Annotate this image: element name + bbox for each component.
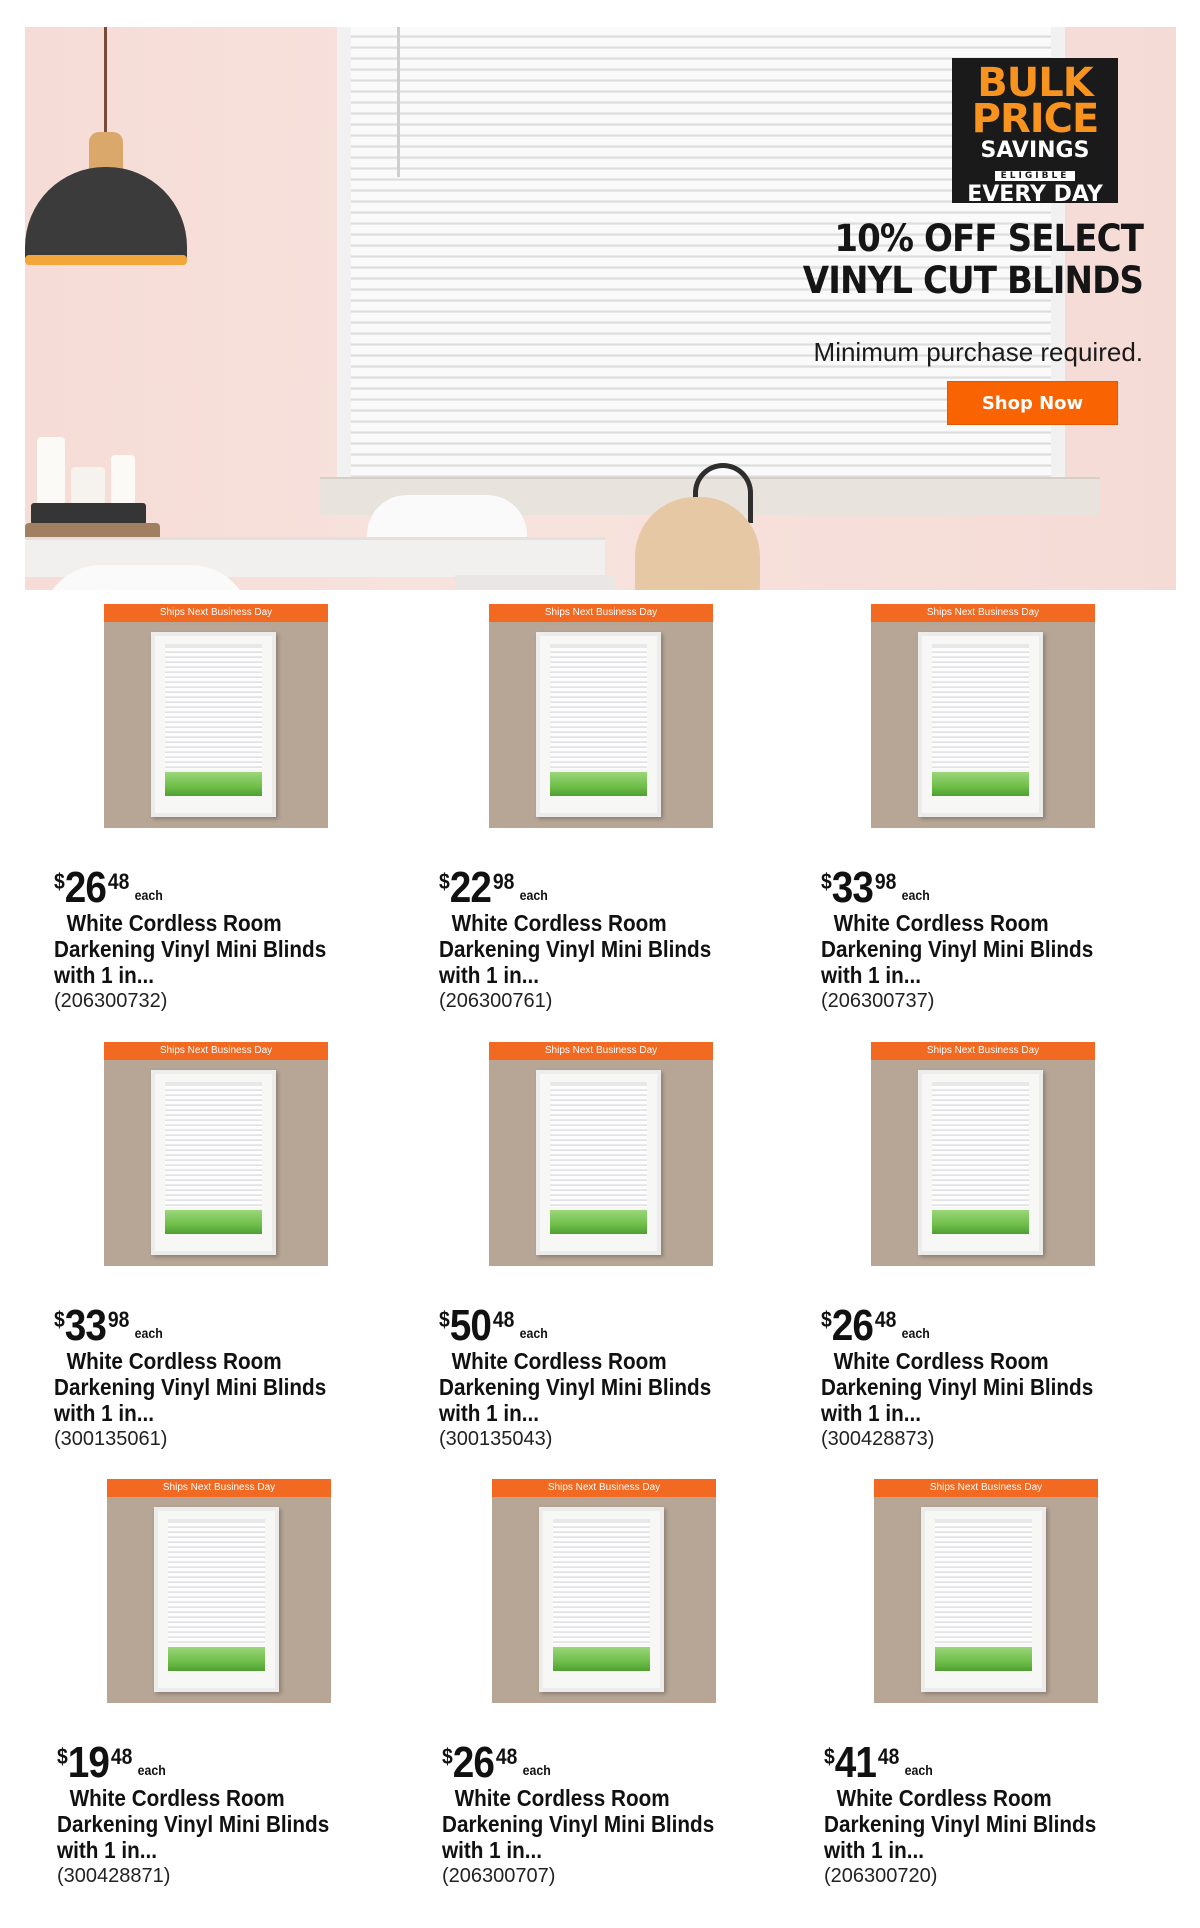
product-title-line1: White Cordless Room	[66, 910, 282, 936]
window-frame	[536, 632, 661, 817]
product-price	[821, 1301, 930, 1350]
price-currency: $	[439, 1307, 450, 1332]
product-title-line1: White Cordless Room	[69, 1785, 285, 1811]
ships-next-business-day-badge: Ships Next Business Day	[871, 604, 1095, 622]
product-sku: (206300732)	[54, 990, 168, 1012]
product-title-link[interactable]	[442, 1785, 730, 1863]
window-frame	[918, 1070, 1043, 1255]
mini-blind	[553, 1519, 650, 1644]
price-dollars: 22	[449, 863, 492, 912]
product-image[interactable]	[871, 604, 1095, 828]
product-image[interactable]	[489, 604, 713, 828]
product-title-line2: Darkening Vinyl Mini Blinds	[442, 1811, 715, 1837]
mini-blind	[935, 1519, 1032, 1644]
mini-blind	[550, 644, 647, 769]
product-title-link[interactable]	[54, 1348, 342, 1426]
product-title-line3: with 1 in...	[54, 1400, 155, 1426]
price-cents: 48	[110, 1744, 133, 1769]
candle-icon	[111, 455, 135, 505]
window-frame	[918, 632, 1043, 817]
product-title-line2: Darkening Vinyl Mini Blinds	[821, 1374, 1094, 1400]
window-grass	[932, 772, 1029, 796]
price-unit: each	[522, 1762, 551, 1778]
window-grass	[935, 1647, 1032, 1671]
product-price	[54, 863, 163, 912]
product-title-link[interactable]	[821, 1348, 1109, 1426]
window-grass	[550, 772, 647, 796]
badge-line-price: PRICE	[971, 96, 1099, 142]
product-title-line1: White Cordless Room	[833, 910, 1049, 936]
pendant-lamp-rim	[25, 255, 187, 265]
shop-now-button[interactable]: Shop Now	[947, 381, 1118, 425]
ships-next-business-day-badge: Ships Next Business Day	[104, 604, 328, 622]
window-frame	[151, 1070, 276, 1255]
product-title-line1: White Cordless Room	[836, 1785, 1052, 1811]
product-title-line2: Darkening Vinyl Mini Blinds	[821, 936, 1094, 962]
window-frame	[154, 1507, 279, 1692]
product-title-link[interactable]	[57, 1785, 345, 1863]
hero-subtext: Minimum purchase required.	[813, 337, 1143, 367]
product-title-line3: with 1 in...	[824, 1837, 925, 1863]
price-dollars: 33	[831, 863, 874, 912]
window-frame	[921, 1507, 1046, 1692]
product-image[interactable]	[489, 1042, 713, 1266]
pendant-lamp-icon	[25, 167, 187, 263]
window-frame	[536, 1070, 661, 1255]
product-title-line2: Darkening Vinyl Mini Blinds	[439, 1374, 712, 1400]
hero-headline	[757, 218, 1143, 302]
product-title-line2: Darkening Vinyl Mini Blinds	[54, 936, 327, 962]
product-title-line3: with 1 in...	[439, 962, 540, 988]
product-price	[824, 1738, 933, 1787]
window-grass	[553, 1647, 650, 1671]
price-dollars: 26	[64, 863, 107, 912]
product-title-link[interactable]	[821, 910, 1109, 988]
product-title-line1: White Cordless Room	[451, 910, 667, 936]
badge-line-savings: SAVINGS	[980, 138, 1090, 163]
window-grass	[165, 772, 262, 796]
product-price	[57, 1738, 166, 1787]
product-sku: (206300707)	[442, 1865, 556, 1887]
ships-next-business-day-badge: Ships Next Business Day	[492, 1479, 716, 1497]
product-price	[821, 863, 930, 912]
ships-next-business-day-badge: Ships Next Business Day	[104, 1042, 328, 1060]
price-dollars: 41	[834, 1738, 877, 1787]
ships-next-business-day-badge: Ships Next Business Day	[107, 1479, 331, 1497]
table-leg	[455, 575, 615, 590]
price-dollars: 26	[452, 1738, 495, 1787]
ships-next-business-day-badge: Ships Next Business Day	[489, 1042, 713, 1060]
price-cents: 48	[877, 1744, 900, 1769]
price-unit: each	[137, 1762, 166, 1778]
product-title-line3: with 1 in...	[54, 962, 155, 988]
product-title-line3: with 1 in...	[439, 1400, 540, 1426]
price-dollars: 19	[67, 1738, 110, 1787]
price-dollars: 26	[831, 1301, 874, 1350]
product-sku: (300428873)	[821, 1428, 935, 1450]
price-currency: $	[442, 1744, 453, 1769]
product-sku: (300428871)	[57, 1865, 171, 1887]
product-title-link[interactable]	[439, 1348, 727, 1426]
product-price	[439, 863, 548, 912]
price-unit: each	[901, 1325, 930, 1341]
product-sku: (206300761)	[439, 990, 553, 1012]
badge-line-every-day: EVERY DAY	[967, 182, 1103, 207]
price-cents: 48	[874, 1307, 897, 1332]
product-image[interactable]	[104, 1042, 328, 1266]
price-cents: 98	[107, 1307, 130, 1332]
price-currency: $	[821, 869, 832, 894]
product-title-line1: White Cordless Room	[833, 1348, 1049, 1374]
product-image[interactable]	[871, 1042, 1095, 1266]
product-image[interactable]	[874, 1479, 1098, 1703]
price-unit: each	[901, 887, 930, 903]
mini-blind	[165, 644, 262, 769]
price-unit: each	[519, 887, 548, 903]
product-image[interactable]	[492, 1479, 716, 1703]
product-price	[54, 1301, 163, 1350]
product-sku: (300135061)	[54, 1428, 168, 1450]
candle-icon	[37, 437, 65, 505]
pendant-lamp-wire	[104, 27, 107, 137]
product-sku: (300135043)	[439, 1428, 553, 1450]
price-unit: each	[134, 887, 163, 903]
price-unit: each	[134, 1325, 163, 1341]
badge-line-eligible: ELIGIBLE	[995, 171, 1076, 181]
hero-headline-line1: 10% OFF SELECT	[834, 217, 1143, 260]
product-title-link[interactable]	[824, 1785, 1112, 1863]
mini-blind	[168, 1519, 265, 1644]
mini-blind	[932, 644, 1029, 769]
price-cents: 98	[492, 869, 515, 894]
product-price	[439, 1301, 548, 1350]
price-cents: 48	[492, 1307, 515, 1332]
product-title-line1: White Cordless Room	[454, 1785, 670, 1811]
price-currency: $	[439, 869, 450, 894]
window-grass	[932, 1210, 1029, 1234]
product-image[interactable]	[107, 1479, 331, 1703]
window-grass	[550, 1210, 647, 1234]
product-title-link[interactable]	[439, 910, 727, 988]
price-cents: 98	[874, 869, 897, 894]
product-title-line3: with 1 in...	[821, 962, 922, 988]
product-image[interactable]	[104, 604, 328, 828]
product-price	[442, 1738, 551, 1787]
tray	[31, 503, 146, 525]
product-title-line1: White Cordless Room	[451, 1348, 667, 1374]
price-currency: $	[821, 1307, 832, 1332]
product-title-line3: with 1 in...	[442, 1837, 543, 1863]
ships-next-business-day-badge: Ships Next Business Day	[874, 1479, 1098, 1497]
blind-cord	[397, 27, 400, 177]
product-title-line2: Darkening Vinyl Mini Blinds	[54, 1374, 327, 1400]
mini-blind	[550, 1082, 647, 1207]
price-dollars: 50	[449, 1301, 492, 1350]
price-cents: 48	[107, 869, 130, 894]
window-grass	[165, 1210, 262, 1234]
bulk-price-savings-badge	[952, 58, 1118, 207]
ships-next-business-day-badge: Ships Next Business Day	[489, 604, 713, 622]
product-title-line2: Darkening Vinyl Mini Blinds	[439, 936, 712, 962]
price-dollars: 33	[64, 1301, 107, 1350]
product-title-line3: with 1 in...	[821, 1400, 922, 1426]
product-sku: (206300720)	[824, 1865, 938, 1887]
price-cents: 48	[495, 1744, 518, 1769]
window-frame	[539, 1507, 664, 1692]
product-title-line3: with 1 in...	[57, 1837, 158, 1863]
price-currency: $	[54, 869, 65, 894]
product-title-line2: Darkening Vinyl Mini Blinds	[57, 1811, 330, 1837]
hero-headline-line2: VINYL CUT BLINDS	[802, 259, 1143, 302]
window-grass	[168, 1647, 265, 1671]
mini-blind	[165, 1082, 262, 1207]
price-currency: $	[824, 1744, 835, 1769]
product-title-line1: White Cordless Room	[66, 1348, 282, 1374]
price-unit: each	[904, 1762, 933, 1778]
product-title-link[interactable]	[54, 910, 342, 988]
price-unit: each	[519, 1325, 548, 1341]
window-frame	[151, 632, 276, 817]
product-sku: (206300737)	[821, 990, 935, 1012]
badge-line-bulk: BULK	[977, 60, 1093, 106]
product-title-line2: Darkening Vinyl Mini Blinds	[824, 1811, 1097, 1837]
price-currency: $	[57, 1744, 68, 1769]
ships-next-business-day-badge: Ships Next Business Day	[871, 1042, 1095, 1060]
mini-blind	[932, 1082, 1029, 1207]
candle-icon	[71, 467, 105, 505]
price-currency: $	[54, 1307, 65, 1332]
